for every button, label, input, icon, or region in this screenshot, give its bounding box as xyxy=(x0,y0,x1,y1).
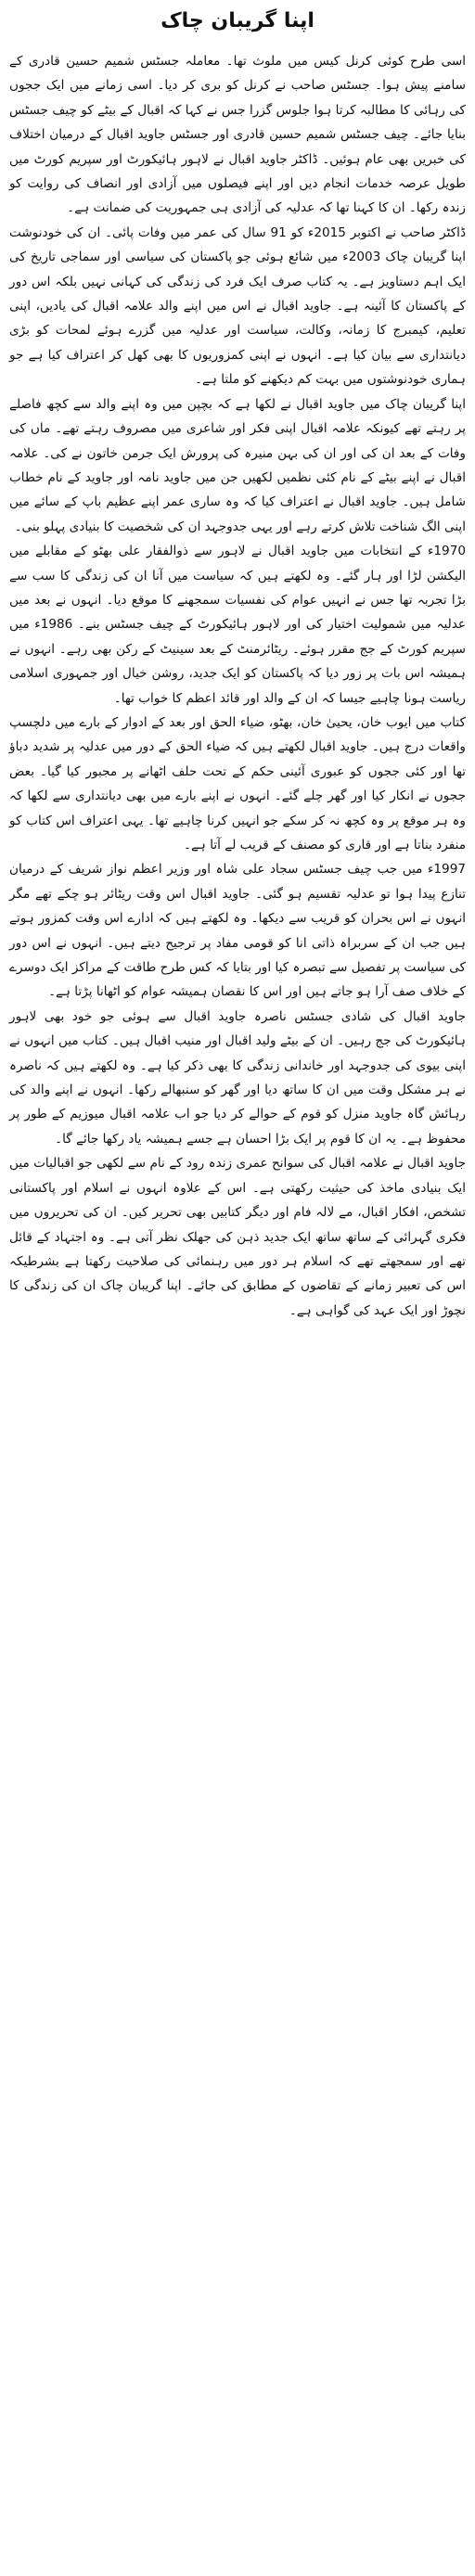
article-paragraph: کتاب میں ایوب خان، یحییٰ خان، بھٹو، ضیاء الحق اور بعد کے ادوار کے بارے میں دلچسپ واقعات درج ہیں۔ جاوید اقبال لکھتے ہیں کہ ضیاء الحق کے دور میں عدلیہ پر شدید دباؤ تھا اور کئی ججوں کو عبوری آئینی حکم کے تحت حلف اٹھانے پر مجبور کیا گیا۔ بعض ججوں نے انکار کیا اور گھر چلے گئے۔ انہوں نے اپنے بارے میں بھی دیانتداری سے لکھا کہ وہ ہر موقع پر وہ کچھ نہ کر سکے جو انہیں کرنا چاہیے تھا۔ یہی اعتراف اس کتاب کو منفرد بناتا ہے اور قاری کو مصنف کے قریب لے آتا ہے۔ xyxy=(9,714,466,852)
article-paragraph: اپنا گریبان چاک میں جاوید اقبال نے لکھا ہے کہ بچپن میں وہ اپنے والد سے کچھ فاصلے پر رہتے تھے کیونکہ علامہ اقبال اپنی فکر اور شاعری میں مصروف رہتے تھے۔ ماں کی وفات کے بعد ان کی اور ان کی بہن منیرہ کی پرورش ایک جرمن خاتون نے کی۔ علامہ اقبال نے اپنے بیٹے کے نام کئی نظمیں لکھیں جن میں جاوید نامہ اور جاوید کے نام خطاب شامل ہیں۔ جاوید اقبال نے اعتراف کیا کہ وہ ساری عمر اپنے عظیم باپ کے سائے میں اپنی الگ شناخت تلاش کرتے رہے اور یہی جدوجہد ان کی شخصیت کا بنیادی پہلو بنی۔ xyxy=(9,396,466,534)
article-paragraph: جاوید اقبال کی شادی جسٹس ناصرہ جاوید اقبال سے ہوئی جو خود بھی لاہور ہائیکورٹ کی جج رہیں۔ ان کے بیٹے ولید اقبال اور منیب اقبال ہیں۔ کتاب میں انہوں نے اپنی بیوی کی جدوجہد اور خاندانی زندگی کا بھی ذکر کیا ہے۔ وہ لکھتے ہیں کہ ناصرہ نے ہر مشکل وقت میں ان کا ساتھ دیا اور گھر کو سنبھالے رکھا۔ انہوں نے اپنے والد کی رہائش گاہ جاوید منزل کو قوم کے حوالے کر دیا جو اب علامہ اقبال میوزیم کے طور پر محفوظ ہے۔ یہ ان کا قوم پر ایک بڑا احسان ہے جسے ہمیشہ یاد رکھا جائے گا۔ xyxy=(9,1008,466,1147)
article-body xyxy=(9,49,466,1323)
article-paragraph: جاوید اقبال نے علامہ اقبال کی سوانح عمری زندہ رود کے نام سے لکھی جو اقبالیات میں ایک بنیادی ماخذ کی حیثیت رکھتی ہے۔ اس کے علاوہ انہوں نے اسلام اور پاکستانی تشخص، افکار اقبال، مے لالہ فام اور دیگر کتابیں بھی تحریر کیں۔ ان کی تحریروں میں فکری گہرائی کے ساتھ ساتھ ایک جدید ذہن کی جھلک نظر آتی ہے۔ وہ اجتہاد کے قائل تھے اور سمجھتے تھے کہ اسلام ہر دور میں رہنمائی کی صلاحیت رکھتا ہے بشرطیکہ اس کی تعبیر زمانے کے تقاضوں کے مطابق کی جائے۔ اپنا گریبان چاک ان کی زندگی کا نچوڑ اور ایک عہد کی گواہی ہے۔ xyxy=(9,1156,466,1318)
article-paragraph: 1970ء کے انتخابات میں جاوید اقبال نے لاہور سے ذوالفقار علی بھٹو کے مقابلے میں الیکشن لڑا اور ہار گئے۔ وہ لکھتے ہیں کہ سیاست میں آنا ان کی زندگی کا سب سے بڑا تجربہ تھا جس نے انہیں عوام کی نفسیات سمجھنے کا موقع دیا۔ انہوں نے بعد میں عدلیہ میں شمولیت اختیار کی اور لاہور ہائیکورٹ کے چیف جسٹس بنے۔ 1986ء میں سپریم کورٹ کے جج مقرر ہوئے۔ ریٹائرمنٹ کے بعد سینیٹ کے رکن بھی رہے۔ انہوں نے ہمیشہ اس بات پر زور دیا کہ پاکستان کو ایک جدید، روشن خیال اور جمہوری اسلامی ریاست ہونا چاہیے جیسا کہ ان کے والد اور قائد اعظم کا خواب تھا۔ xyxy=(9,544,466,706)
article-paragraph: اسی طرح کوئی کرنل کیس میں ملوث تھا۔ معاملہ جسٹس شمیم حسین قادری کے سامنے پیش ہوا۔ جسٹس صاحب نے کرنل کو بری کر دیا۔ اسی زمانے میں ایک ججوں کی رہائی کا مطالبہ کرتا ہوا جلوس گزرا جس نے کہا کہ اقبال کے بیٹے کو چیف جسٹس بنایا جائے۔ چیف جسٹس شمیم حسین قادری اور جسٹس جاوید اقبال کے درمیان اختلاف کی خبریں بھی عام ہوئیں۔ ڈاکٹر جاوید اقبال نے لاہور ہائیکورٹ اور سپریم کورٹ میں طویل عرصہ خدمات انجام دیں اور اپنے فیصلوں میں آزادی اور انصاف کی روایت کو زندہ رکھا۔ ان کا کہنا تھا کہ عدلیہ کی آزادی ہی جمہوریت کی ضمانت ہے۔ xyxy=(9,54,466,216)
article-paragraph: ڈاکٹر صاحب نے اکتوبر 2015ء کو 91 سال کی عمر میں وفات پائی۔ ان کی خودنوشت اپنا گریبان چاک 2003ء میں شائع ہوئی جو پاکستان کی سیاسی اور سماجی تاریخ کی ایک اہم دستاویز ہے۔ یہ کتاب صرف ایک فرد کی زندگی کی کہانی نہیں بلکہ اس دور کے پاکستان کا آئینہ ہے۔ جاوید اقبال نے اس میں اپنے والد علامہ اقبال کی یادیں، اپنی تعلیم، کیمبرج کا زمانہ، وکالت، سیاست اور عدلیہ میں گزرے ہوئے لمحات کو بڑی دیانتداری سے بیان کیا ہے۔ انہوں نے اپنی کمزوریوں کا بھی کھل کر اعتراف کیا ہے جو ہماری خودنوشتوں میں بہت کم دیکھنے کو ملتا ہے۔ xyxy=(9,224,466,388)
article-title: اپنا گریبان چاک xyxy=(160,9,315,32)
article-paragraph: 1997ء میں جب چیف جسٹس سجاد علی شاہ اور وزیر اعظم نواز شریف کے درمیان تنازع پیدا ہوا تو عدلیہ تقسیم ہو گئی۔ جاوید اقبال اس وقت ریٹائر ہو چکے تھے مگر انہوں نے اس بحران کو قریب سے دیکھا۔ وہ لکھتے ہیں کہ ادارے اس وقت کمزور ہوتے ہیں جب ان کے سربراہ ذاتی انا کو قومی مفاد پر ترجیح دیتے ہیں۔ انہوں نے اس دور کی سیاست پر تفصیل سے تبصرہ کیا اور بتایا کہ کس طرح طاقت کے مراکز ایک دوسرے کے خلاف صف آرا ہو جاتے ہیں اور اس کا نقصان ہمیشہ عوام کو اٹھانا پڑتا ہے۔ xyxy=(9,862,466,1000)
